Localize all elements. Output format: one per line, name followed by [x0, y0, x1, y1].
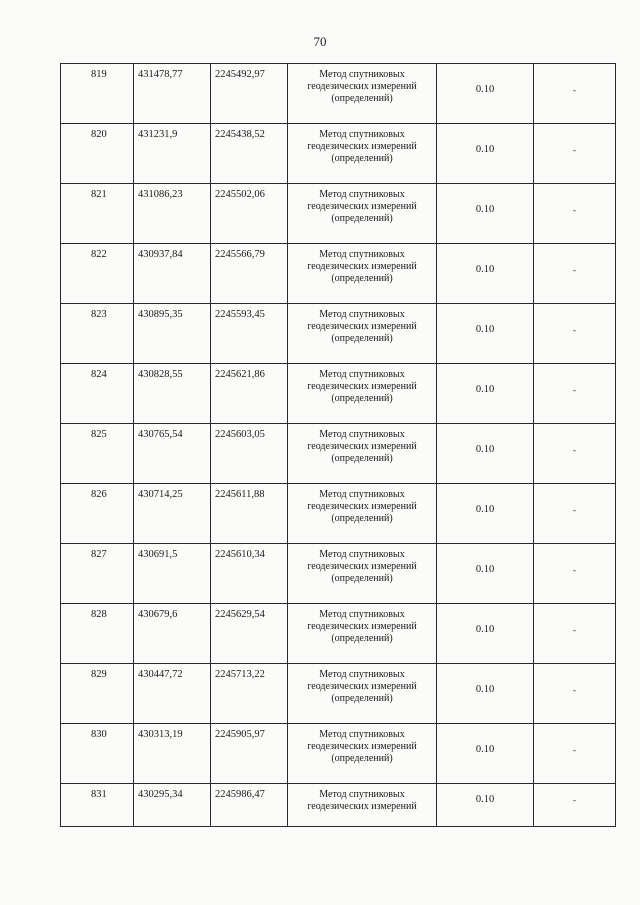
point-description: - — [573, 745, 576, 755]
point-number-cell — [61, 124, 134, 184]
method-description-cell — [288, 544, 437, 604]
point-number: 821 — [91, 189, 107, 200]
coordinate-y: 2245905,97 — [215, 729, 265, 740]
accuracy-value-cell — [437, 724, 534, 784]
coordinate-x-cell — [134, 424, 211, 484]
table-row — [61, 64, 616, 124]
coordinate-x: 431478,77 — [138, 69, 183, 80]
point-number-cell — [61, 64, 134, 124]
table-row — [61, 784, 616, 827]
coordinate-x: 430895,35 — [138, 309, 183, 320]
table-row — [61, 244, 616, 304]
coordinate-x-cell — [134, 64, 211, 124]
accuracy-value: 0.10 — [475, 84, 495, 95]
method-description-cell — [288, 724, 437, 784]
coordinate-y-cell — [211, 424, 288, 484]
accuracy-value: 0.10 — [475, 504, 495, 515]
accuracy-value-cell — [437, 664, 534, 724]
point-number: 829 — [91, 669, 107, 680]
point-description: - — [573, 385, 576, 395]
coordinate-y-cell — [211, 184, 288, 244]
coordinate-y-cell — [211, 364, 288, 424]
coordinate-y: 2245438,52 — [215, 129, 265, 140]
coordinate-y-cell — [211, 724, 288, 784]
coordinate-x-cell — [134, 604, 211, 664]
method-description: Метод спутниковых геодезических измерений — [307, 789, 417, 812]
point-description: - — [573, 625, 576, 635]
coordinate-y: 2245713,22 — [215, 669, 265, 680]
point-number: 823 — [91, 309, 107, 320]
coordinate-x: 430828,55 — [138, 369, 183, 380]
coordinate-x: 430691,5 — [138, 549, 178, 560]
accuracy-value: 0.10 — [475, 744, 495, 755]
coordinate-x-cell — [134, 664, 211, 724]
accuracy-value: 0.10 — [475, 444, 495, 455]
coordinates-table — [60, 63, 616, 827]
accuracy-value: 0.10 — [475, 324, 495, 335]
point-number-cell — [61, 544, 134, 604]
point-description: - — [573, 445, 576, 455]
coordinate-x-cell — [134, 304, 211, 364]
coordinate-x-cell — [134, 784, 211, 827]
coordinate-x: 430679,6 — [138, 609, 178, 620]
point-description: - — [573, 685, 576, 695]
coordinate-y: 2245603,05 — [215, 429, 265, 440]
point-description-cell — [534, 484, 616, 544]
method-description: Метод спутниковых геодезических измерений (определений) — [307, 129, 417, 164]
point-number-cell — [61, 484, 134, 544]
point-number: 831 — [91, 789, 107, 800]
point-number-cell — [61, 364, 134, 424]
table-row — [61, 124, 616, 184]
method-description-cell — [288, 64, 437, 124]
coordinate-y-cell — [211, 784, 288, 827]
coordinate-y: 2245502,06 — [215, 189, 265, 200]
method-description: Метод спутниковых геодезических измерений (определений) — [307, 369, 417, 404]
method-description: Метод спутниковых геодезических измерений (определений) — [307, 69, 417, 104]
point-number-cell — [61, 244, 134, 304]
coordinate-y-cell — [211, 664, 288, 724]
coordinate-y: 2245593,45 — [215, 309, 265, 320]
point-description-cell — [534, 784, 616, 827]
method-description: Метод спутниковых геодезических измерений (определений) — [307, 189, 417, 224]
coordinate-y: 2245610,34 — [215, 549, 265, 560]
point-description-cell — [534, 64, 616, 124]
method-description-cell — [288, 184, 437, 244]
point-description: - — [573, 795, 576, 805]
accuracy-value: 0.10 — [475, 794, 495, 805]
coordinate-x-cell — [134, 244, 211, 304]
method-description: Метод спутниковых геодезических измерений (определений) — [307, 609, 417, 644]
method-description-cell — [288, 364, 437, 424]
table-row — [61, 184, 616, 244]
accuracy-value-cell — [437, 184, 534, 244]
table-row — [61, 424, 616, 484]
coordinates-table-body — [61, 64, 616, 827]
point-description-cell — [534, 604, 616, 664]
coordinate-y: 2245566,79 — [215, 249, 265, 260]
coordinate-x: 431231,9 — [138, 129, 178, 140]
point-description: - — [573, 265, 576, 275]
method-description-cell — [288, 664, 437, 724]
coordinate-x-cell — [134, 724, 211, 784]
accuracy-value: 0.10 — [475, 384, 495, 395]
point-number-cell — [61, 664, 134, 724]
point-number-cell — [61, 604, 134, 664]
coordinate-y: 2245986,47 — [215, 789, 265, 800]
point-description-cell — [534, 244, 616, 304]
point-description: - — [573, 85, 576, 95]
coordinate-y-cell — [211, 544, 288, 604]
point-description-cell — [534, 184, 616, 244]
point-number: 820 — [91, 129, 107, 140]
method-description: Метод спутниковых геодезических измерений (определений) — [307, 249, 417, 284]
point-description-cell — [534, 664, 616, 724]
accuracy-value-cell — [437, 124, 534, 184]
point-description: - — [573, 505, 576, 515]
coordinate-x-cell — [134, 484, 211, 544]
table-row — [61, 604, 616, 664]
accuracy-value: 0.10 — [475, 144, 495, 155]
coordinate-y: 2245629,54 — [215, 609, 265, 620]
coordinate-y-cell — [211, 124, 288, 184]
coordinate-y: 2245492,97 — [215, 69, 265, 80]
point-number: 826 — [91, 489, 107, 500]
point-number: 825 — [91, 429, 107, 440]
method-description: Метод спутниковых геодезических измерений (определений) — [307, 549, 417, 584]
method-description-cell — [288, 244, 437, 304]
point-number: 819 — [91, 69, 107, 80]
coordinate-x-cell — [134, 124, 211, 184]
coordinate-x-cell — [134, 184, 211, 244]
coordinate-x: 430765,54 — [138, 429, 183, 440]
coordinate-y-cell — [211, 244, 288, 304]
point-number-cell — [61, 724, 134, 784]
accuracy-value-cell — [437, 544, 534, 604]
method-description: Метод спутниковых геодезических измерений (определений) — [307, 729, 417, 764]
method-description: Метод спутниковых геодезических измерений (определений) — [307, 669, 417, 704]
coordinate-x: 431086,23 — [138, 189, 183, 200]
table-row — [61, 364, 616, 424]
coordinate-y-cell — [211, 304, 288, 364]
accuracy-value-cell — [437, 604, 534, 664]
point-description-cell — [534, 544, 616, 604]
accuracy-value: 0.10 — [475, 624, 495, 635]
point-number-cell — [61, 424, 134, 484]
accuracy-value-cell — [437, 64, 534, 124]
coordinate-x-cell — [134, 364, 211, 424]
point-description: - — [573, 205, 576, 215]
table-row — [61, 304, 616, 364]
point-number-cell — [61, 304, 134, 364]
method-description: Метод спутниковых геодезических измерений (определений) — [307, 429, 417, 464]
table-row — [61, 544, 616, 604]
coordinate-y-cell — [211, 604, 288, 664]
method-description-cell — [288, 484, 437, 544]
method-description: Метод спутниковых геодезических измерений (определений) — [307, 309, 417, 344]
table-row — [61, 664, 616, 724]
coordinate-x: 430313,19 — [138, 729, 183, 740]
accuracy-value: 0.10 — [475, 684, 495, 695]
coordinate-y-cell — [211, 64, 288, 124]
coordinate-y-cell — [211, 484, 288, 544]
accuracy-value-cell — [437, 364, 534, 424]
point-number-cell — [61, 784, 134, 827]
accuracy-value-cell — [437, 784, 534, 827]
table-row — [61, 724, 616, 784]
point-number: 828 — [91, 609, 107, 620]
point-description-cell — [534, 424, 616, 484]
point-description: - — [573, 145, 576, 155]
method-description-cell — [288, 304, 437, 364]
accuracy-value: 0.10 — [475, 564, 495, 575]
method-description-cell — [288, 784, 437, 827]
accuracy-value: 0.10 — [475, 264, 495, 275]
coordinate-y: 2245621,86 — [215, 369, 265, 380]
point-number: 822 — [91, 249, 107, 260]
method-description-cell — [288, 604, 437, 664]
point-description-cell — [534, 304, 616, 364]
accuracy-value-cell — [437, 304, 534, 364]
page-number: 70 — [313, 34, 327, 49]
accuracy-value: 0.10 — [475, 204, 495, 215]
accuracy-value-cell — [437, 244, 534, 304]
point-description-cell — [534, 124, 616, 184]
coordinate-y: 2245611,88 — [215, 489, 265, 500]
point-number: 827 — [91, 549, 107, 560]
coordinate-x-cell — [134, 544, 211, 604]
method-description-cell — [288, 124, 437, 184]
table-row — [61, 484, 616, 544]
point-number: 824 — [91, 369, 107, 380]
method-description: Метод спутниковых геодезических измерений (определений) — [307, 489, 417, 524]
point-number-cell — [61, 184, 134, 244]
point-description: - — [573, 325, 576, 335]
point-description-cell — [534, 724, 616, 784]
accuracy-value-cell — [437, 484, 534, 544]
point-description: - — [573, 565, 576, 575]
point-description-cell — [534, 364, 616, 424]
coordinate-x: 430714,25 — [138, 489, 183, 500]
accuracy-value-cell — [437, 424, 534, 484]
method-description-cell — [288, 424, 437, 484]
coordinate-x: 430447,72 — [138, 669, 183, 680]
coordinate-x: 430937,84 — [138, 249, 183, 260]
point-number: 830 — [91, 729, 107, 740]
coordinate-x: 430295,34 — [138, 789, 183, 800]
